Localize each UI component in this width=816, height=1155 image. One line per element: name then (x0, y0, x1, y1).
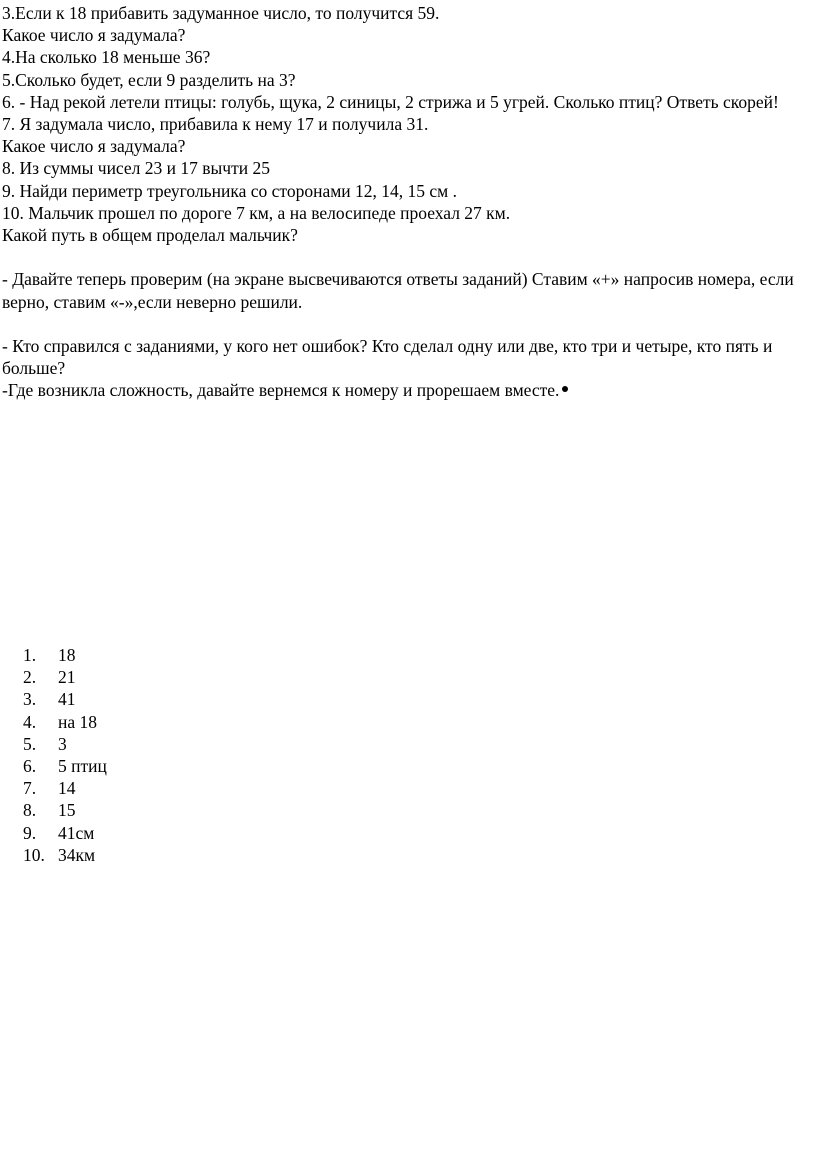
answer-text: 15 (58, 800, 76, 821)
task-list (2, 2, 812, 402)
answer-number: 10. (23, 844, 45, 865)
answer-number: 6. (23, 755, 37, 776)
answer-text: 41 (58, 689, 76, 710)
answer-number: 1. (23, 645, 37, 665)
instruction-difficulty-line (2, 379, 812, 401)
instruction-check: - Давайте теперь проверим (на экране высвечиваются ответы заданий) Ставим «+» напросив номера, если верно, ставим «-»,если неверно решили. (2, 269, 794, 312)
task-10-line-1: 10. Мальчик прошел по дороге 7 км, а на велосипеде проехал 27 км. (2, 202, 511, 223)
answer-text: 5 птиц (58, 755, 107, 776)
answer-number: 7. (23, 778, 37, 799)
answer-item (23, 755, 107, 777)
task-10-line-2: Какой путь в общем проделал мальчик? (2, 225, 298, 246)
answer-item (23, 711, 107, 733)
task-3-line-1: 3.Если к 18 прибавить задуманное число, то получится 59. (2, 3, 440, 23)
task-4: 4.На сколько 18 меньше 36? (2, 47, 211, 68)
answer-item (23, 777, 107, 799)
answer-text: 34км (58, 844, 96, 865)
answer-text: 14 (58, 778, 76, 799)
task-7-line-1: 7. Я задумала число, прибавила к нему 17 и получила 31. (2, 114, 429, 135)
instruction-who: - Кто справился с заданиями, у кого нет ошибок? Кто сделал одну или две, кто три и четыре, кто пять и больше? (2, 336, 773, 379)
answer-list (23, 644, 107, 866)
task-5: 5.Сколько будет, если 9 разделить на 3? (2, 69, 296, 90)
answer-item (23, 666, 107, 688)
bullet-icon (562, 386, 568, 392)
answer-item (23, 644, 107, 666)
answer-number: 5. (23, 733, 37, 754)
answer-text: 21 (58, 667, 76, 688)
answer-number: 4. (23, 711, 37, 732)
answer-text: 41см (58, 822, 95, 843)
answer-text: на 18 (58, 711, 98, 732)
answer-text: 18 (58, 645, 76, 665)
task-7-line-2: Какое число я задумала? (2, 136, 186, 157)
answer-number: 3. (23, 689, 37, 710)
task-6: 6. - Над рекой летели птицы: голубь, щука, 2 синицы, 2 стрижа и 5 угрей. Сколько птиц? Ответь скорей! (2, 91, 779, 112)
answer-item (23, 688, 107, 710)
answer-item (23, 799, 107, 821)
answer-number: 8. (23, 800, 37, 821)
answer-number: 2. (23, 667, 37, 688)
blank-line (2, 246, 812, 268)
task-9: 9. Найди периметр треугольника со сторонами 12, 14, 15 см . (2, 180, 458, 201)
instruction-difficulty: -Где возникла сложность, давайте вернемся к номеру и прорешаем вместе. (2, 380, 560, 401)
answer-text: 3 (58, 733, 67, 754)
task-3-line-2: Какое число я задумала? (2, 25, 186, 46)
answer-number: 9. (23, 822, 37, 843)
answer-item (23, 822, 107, 844)
answer-item (23, 844, 107, 866)
blank-line (2, 313, 812, 335)
task-8: 8. Из суммы чисел 23 и 17 вычти 25 (2, 158, 270, 179)
answer-item (23, 733, 107, 755)
